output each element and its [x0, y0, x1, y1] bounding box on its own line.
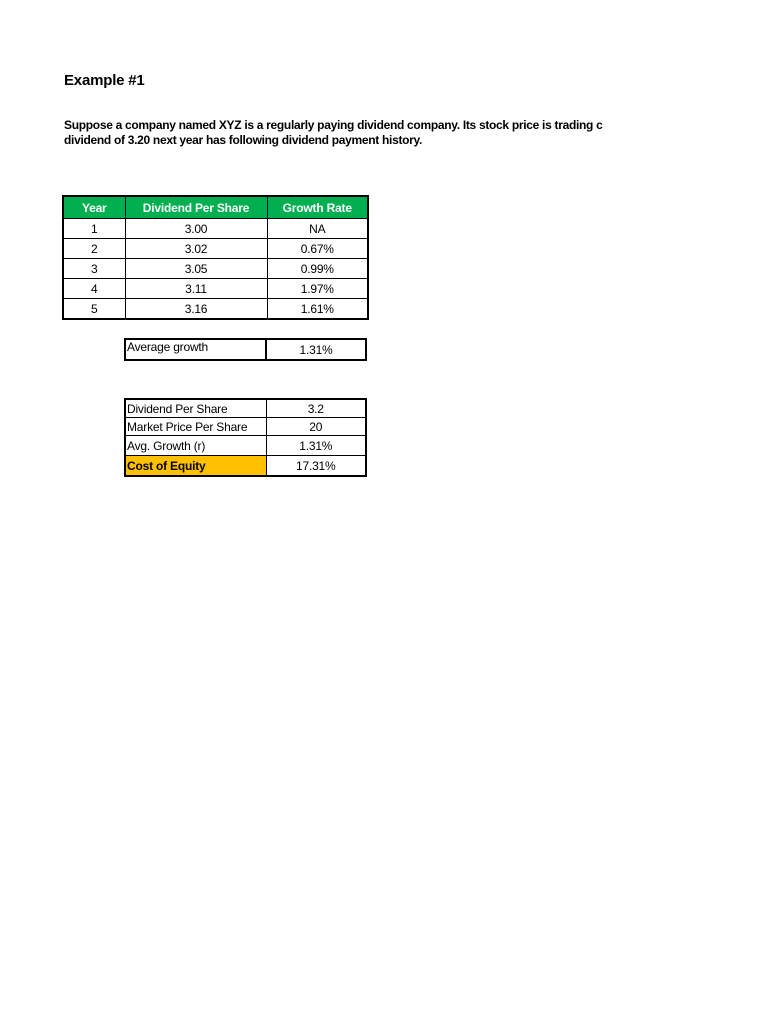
cost-of-equity-label[interactable]: Cost of Equity — [125, 456, 266, 477]
table-row — [63, 279, 368, 299]
table-header-row — [63, 196, 368, 219]
cell-year[interactable]: 3 — [63, 259, 125, 279]
description-line-2: dividend of 3.20 next year has following dividend payment history. — [64, 133, 423, 147]
cell-dividend[interactable]: 3.05 — [125, 259, 267, 279]
table-row — [63, 259, 368, 279]
cell-year[interactable]: 4 — [63, 279, 125, 299]
cell-dividend[interactable]: 3.00 — [125, 219, 267, 239]
average-growth-value[interactable]: 1.31% — [266, 339, 366, 360]
table-row — [125, 418, 366, 436]
header-year[interactable]: Year — [63, 196, 125, 219]
cell-growth[interactable]: 0.67% — [267, 239, 368, 259]
table-row — [63, 299, 368, 320]
cell-growth[interactable]: 1.61% — [267, 299, 368, 320]
avg-growth-label[interactable]: Avg. Growth (r) — [125, 436, 266, 456]
market-price-label[interactable]: Market Price Per Share — [125, 418, 266, 436]
description-line-1: Suppose a company named XYZ is a regularly paying dividend company. Its stock price is trading c — [64, 118, 603, 132]
avg-growth-value[interactable]: 1.31% — [266, 436, 366, 456]
header-dividend-per-share[interactable]: Dividend Per Share — [125, 196, 267, 219]
cell-year[interactable]: 2 — [63, 239, 125, 259]
dividend-history-table — [62, 195, 369, 320]
cell-growth[interactable]: NA — [267, 219, 368, 239]
average-growth-table — [124, 338, 367, 361]
table-row — [63, 239, 368, 259]
dividend-per-share-label[interactable]: Dividend Per Share — [125, 399, 266, 418]
cell-growth[interactable]: 0.99% — [267, 259, 368, 279]
cell-dividend[interactable]: 3.16 — [125, 299, 267, 320]
page-title: Example #1 — [64, 72, 145, 89]
cell-year[interactable]: 5 — [63, 299, 125, 320]
header-growth-rate[interactable]: Growth Rate — [267, 196, 368, 219]
cell-dividend[interactable]: 3.11 — [125, 279, 267, 299]
cell-growth[interactable]: 1.97% — [267, 279, 368, 299]
table-row — [63, 219, 368, 239]
table-row — [125, 339, 366, 360]
cost-of-equity-table — [124, 398, 367, 477]
table-row — [125, 436, 366, 456]
table-row — [125, 456, 366, 477]
dividend-per-share-value[interactable]: 3.2 — [266, 399, 366, 418]
problem-description — [64, 118, 619, 148]
cost-of-equity-value[interactable]: 17.31% — [266, 456, 366, 477]
cell-year[interactable]: 1 — [63, 219, 125, 239]
cell-dividend[interactable]: 3.02 — [125, 239, 267, 259]
market-price-value[interactable]: 20 — [266, 418, 366, 436]
average-growth-label[interactable]: Average growth — [125, 339, 266, 360]
table-row — [125, 399, 366, 418]
